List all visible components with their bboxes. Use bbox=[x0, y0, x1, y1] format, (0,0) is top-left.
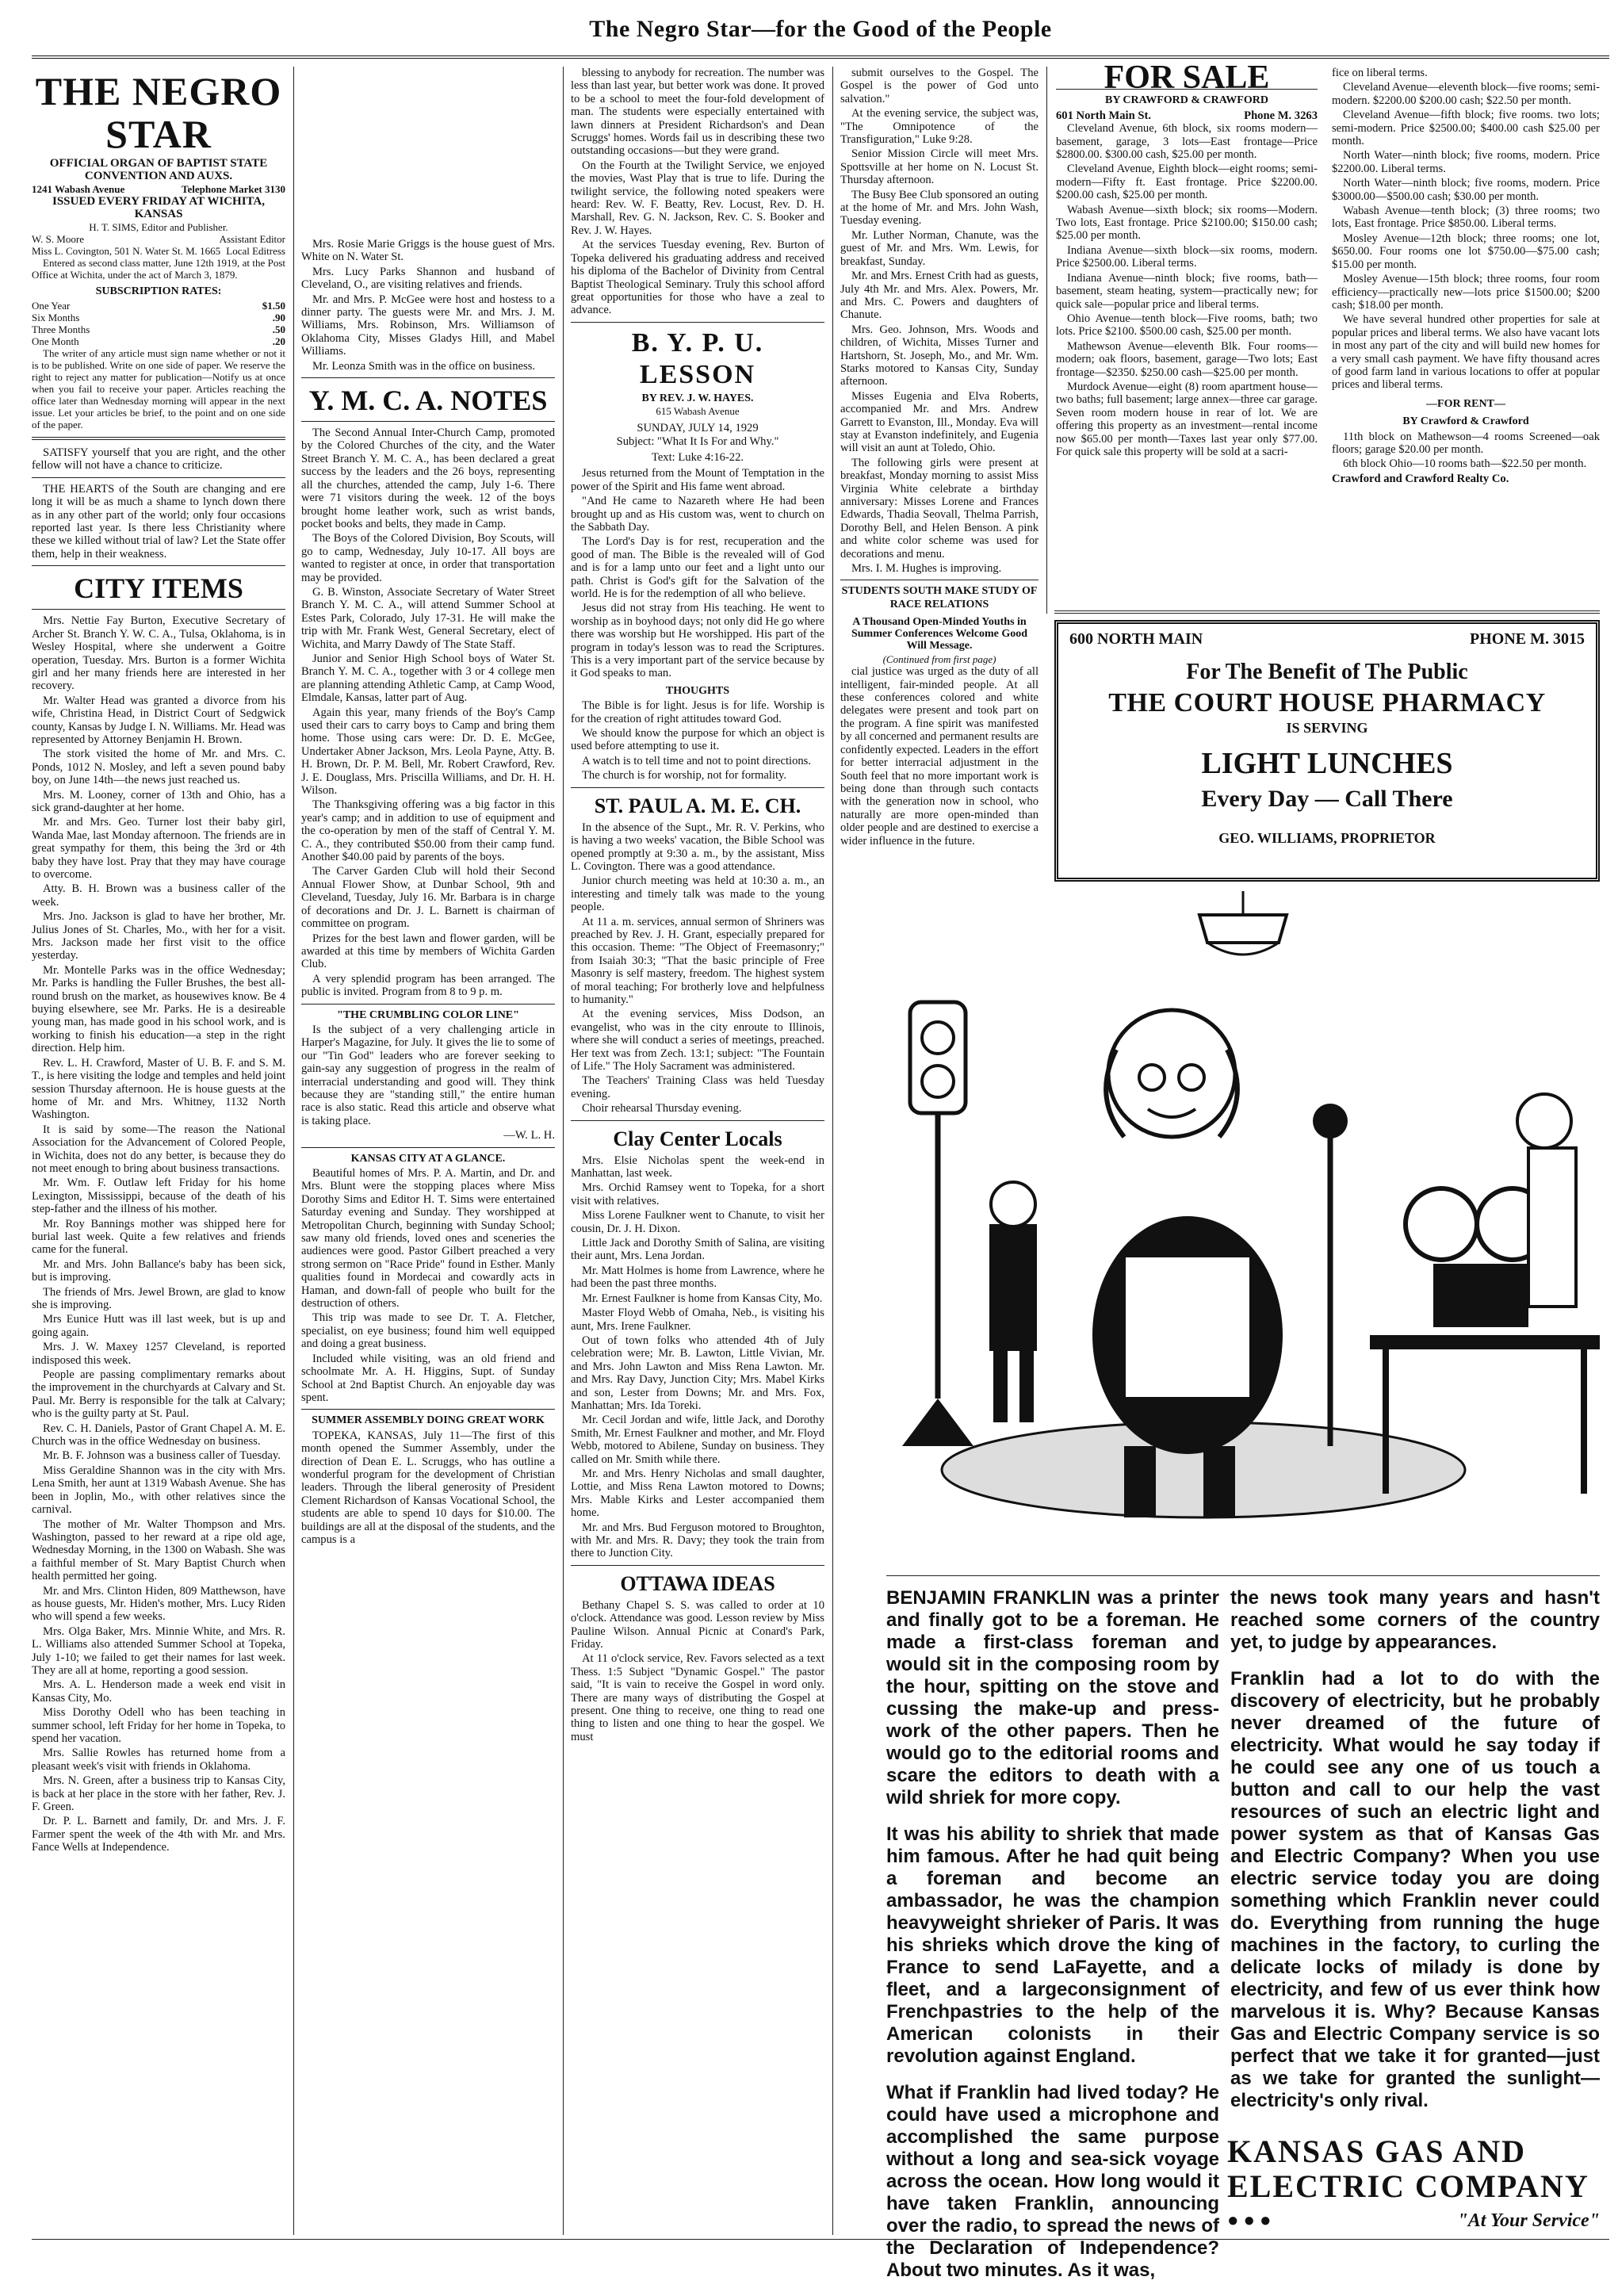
sale-listing: Indiana Avenue—sixth block—six rooms, modern. Price $2500.00. Liberal terms. bbox=[1056, 243, 1318, 270]
for-sale-agent: BY CRAWFORD & CRAWFORD bbox=[1105, 94, 1268, 107]
rate-price: .20 bbox=[272, 335, 285, 348]
divider bbox=[571, 322, 824, 323]
divider bbox=[301, 377, 555, 378]
ad-right-text bbox=[1230, 1587, 1600, 2112]
for-sale-heading: FOR SALE bbox=[1104, 59, 1270, 96]
pharmacy-ad bbox=[1054, 620, 1600, 882]
ad-left-text bbox=[886, 1587, 1219, 2282]
city-item: Mrs. Sallie Rowles has returned home from a pleasant week's visit with friends in Oklahoma. bbox=[32, 1747, 285, 1773]
bypu-para: "And He came to Nazareth where He had been brought up and as His custom was, went to church on the Sabbath Day. bbox=[571, 495, 824, 534]
students-continued: (Continued from first page) bbox=[882, 653, 996, 666]
divider bbox=[32, 437, 285, 440]
entered-notice: Entered as second class matter, June 12th 1919, at the Post Office at Wichita, under the act of March 3, 1879. bbox=[32, 256, 285, 281]
ottawa-more-item: Mrs. Geo. Johnson, Mrs. Woods and children, of Wichita, Misses Turner and Hartshorn, St. Joseph, Mo., and Mr. Wm. Starks motored to Kansas City, Sunday afternoon. bbox=[840, 323, 1039, 388]
ottawa-more-item: Senior Mission Circle will meet Mrs. Spottsville at her home on N. Locust St. Thursday afternoon. bbox=[840, 147, 1039, 187]
ymca-item: G. B. Winston, Associate Secretary of Water Street Branch Y. M. C. A., will attend Summer School at Estes Park, Colorado, July 17-31. He will make the trip with Mr. Frank West, General Secretary, elect of Wichita, and Marry Dawdy of The State Staff. bbox=[301, 585, 555, 651]
city-item: Dr. P. L. Barnett and family, Dr. and Mrs. J. F. Farmer spent the week of the 4th with Mr. and Mrs. Fance Wells at Independence. bbox=[32, 1815, 285, 1854]
sale-listing: Murdock Avenue—eight (8) room apartment house—two baths; full basement; large annex—three car garage. Seven room modern house in rear of lot. We are offering this property as an investment—rental income now $65.00 per month—Taxes last year only $77.00. For quick sale this property will be sold at a sacri- bbox=[1056, 380, 1318, 458]
for-sale-ad-cont bbox=[1332, 67, 1600, 614]
kansas-city-item: Included while visiting, was an old friend and schoolmate Mr. A. H. Higgins, Supt. of Sunday School at 2nd Baptist Church. An enjoyable day was spent. bbox=[301, 1352, 555, 1404]
clay-center-items bbox=[571, 1154, 824, 1560]
rate-row bbox=[32, 300, 285, 312]
column-rule bbox=[1046, 67, 1047, 614]
column-2 bbox=[301, 67, 555, 2235]
divider bbox=[571, 1120, 824, 1121]
evening-service: At the evening service, the subject was, "The Omnipotence of the Transfiguration," Luke 9:28. bbox=[840, 107, 1039, 147]
ottawa-more-item: Mrs. I. M. Hughes is improving. bbox=[851, 562, 1002, 576]
bypu-date: SUNDAY, JULY 14, 1929 bbox=[637, 422, 759, 435]
sale-listing: North Water—ninth block; five rooms, modern. Price $2200.00. Liberal terms. bbox=[1332, 149, 1600, 175]
telephone: Telephone Market 3130 bbox=[182, 182, 285, 195]
tuesday-para: At the services Tuesday evening, Rev. Burton of Topeka delivered his graduating address and received his diploma of the Bachelor of Divinity from Central Baptist Theological Seminary. Truly this school afford great opportunities for those who have a zeal to advance. bbox=[571, 239, 824, 317]
city-items-heading: CITY ITEMS bbox=[74, 572, 243, 605]
city-item: Rev. L. H. Crawford, Master of U. B. F. and S. M. T., is here visiting the lodge and temples and held joint session Thursday afternoon. He is house guests at the home of Mr. and Mrs. Whitney, 1132 North Washington. bbox=[32, 1056, 285, 1122]
divider bbox=[32, 565, 285, 566]
address: 1241 Wabash Avenue bbox=[32, 182, 125, 195]
st-paul-item: Choir rehearsal Thursday evening. bbox=[582, 1102, 742, 1115]
masthead-title: THE NEGRO STAR bbox=[35, 69, 282, 156]
st-paul-item: Junior church meeting was held at 10:30 a. m., an interesting and timely talk was made to the young people. bbox=[571, 874, 824, 914]
rate-row bbox=[32, 335, 285, 347]
st-paul-item: The Teachers' Training Class was held Tuesday evening. bbox=[571, 1074, 824, 1100]
city-item: Miss Dorothy Odell who has been teaching in summer school, left Friday for her home in Topeka, to spend her vacation. bbox=[32, 1706, 285, 1745]
rate-price: .90 bbox=[272, 312, 285, 324]
rate-term: Six Months bbox=[32, 312, 80, 324]
rate-price: $1.50 bbox=[262, 300, 285, 312]
clay-center-item: Master Floyd Webb of Omaha, Neb., is visiting his aunt, Mrs. Irene Faulkner. bbox=[571, 1307, 824, 1333]
divider bbox=[32, 477, 285, 478]
city-item: Rev. C. H. Daniels, Pastor of Grant Chapel A. M. E. Church was in the office Wednesday on business. bbox=[32, 1422, 285, 1448]
pharmacy-phone: PHONE M. 3015 bbox=[1470, 630, 1585, 648]
rate-term: One Year bbox=[32, 300, 71, 312]
sale-listing: We have several hundred other properties for sale at popular prices and liberal terms. We also have vacant lots in most any part of the city and will build new homes for a very small cash payment. We have fifty thousand acres of good farm land in various locations to offer at popular prices and liberal terms. bbox=[1332, 313, 1600, 392]
clay-center-item: Mr. Matt Holmes is home from Lawrence, where he had been the past three months. bbox=[571, 1264, 824, 1291]
rent-listing: 11th block on Mathewson—4 rooms Screened—oak floors; garage $20.00 per month. bbox=[1332, 430, 1600, 456]
rent-listing: 6th block Ohio—10 rooms bath—$22.50 per month. bbox=[1343, 457, 1587, 471]
clay-center-item: Mr. Ernest Faulkner is home from Kansas City, Mo. bbox=[582, 1292, 823, 1305]
ymca-heading: Y. M. C. A. NOTES bbox=[308, 385, 548, 417]
rate-price: .50 bbox=[272, 323, 285, 336]
city-item: Mrs. Nettie Fay Burton, Executive Secretary of Archer St. Branch Y. W. C. A., Tulsa, Oklahoma, is in Wesley Hospital, where she underwent a Goitre operation, Tuesday. Mrs. Burton is a former Wichita girl and her many friends here are interested in her recovery. bbox=[32, 614, 285, 693]
city-item: Atty. B. H. Brown was a business caller of the week. bbox=[32, 882, 285, 909]
clay-center-item: Miss Lorene Faulkner went to Chanute, to visit her cousin, Dr. J. H. Dixon. bbox=[571, 1209, 824, 1235]
students-article: cial justice was urged as the duty of all intelligent, fair-minded people. At all these conferences colored and white delegates were present and took part on the program. A fine spirit was manifested by all concerned and permanent results are confidently expected. Leaders in the effort for better interracial adjustment in the South feel that no more important work is being done than through such contacts with the generation now in school, who naturally are more open-minded than older people and are destined to exercise a wider influence in the future. bbox=[840, 665, 1039, 848]
ottawa-more-item: Mr. and Mrs. Ernest Crith had as guests, July 4th Mr. and Mrs. Alex. Powers, Mr. and Mrs. C. Powers and daughters of Chanute. bbox=[840, 270, 1039, 322]
clay-center-item: Mrs. Elsie Nicholas spent the week-end in Manhattan, last week. bbox=[571, 1154, 824, 1181]
divider bbox=[32, 609, 285, 610]
sale-listing: Cleveland Avenue, Eighth block—eight rooms; semi-modern—Fifty ft. East frontage. Price $2200.00. $200.00 cash, $25.00 per month. bbox=[1056, 163, 1318, 202]
rate-row bbox=[32, 312, 285, 323]
crumbling-heading: "THE CRUMBLING COLOR LINE" bbox=[337, 1008, 519, 1021]
thoughts-heading: THOUGHTS bbox=[665, 684, 730, 697]
rates-heading: SUBSCRIPTION RATES: bbox=[95, 285, 222, 297]
sale-listing: Wabash Avenue—sixth block; six rooms—Modern. Two lots, East frontage. Price $2100.00; $150.00 cash; $25.00 per month. bbox=[1056, 203, 1318, 243]
column-rule bbox=[293, 67, 294, 2235]
ymca-item: Again this year, many friends of the Boy's Camp used their cars to carry boys to Camp and bring them home. Those using cars were: Dr. D. E. McGee, Undertaker Abner Jackson, Mrs. Leola Payne, Atty. B. H. Brown, Dr. P. M. Bell, Mr. Robert Crawford, Rev. J. E. Douglass, Mrs. Priscilla Williams, and Dr. H. H. Wilson. bbox=[301, 706, 555, 798]
sale-listing: Mosley Avenue—15th block; three rooms, four room efficiency—practically new—lots price $1500.00; $200 cash; $18.00 per month. bbox=[1332, 273, 1600, 312]
hearts-para: THE HEARTS of the South are changing and ere long it will be as much a shame to lynch down there as in any other part of the world; only four occasions reported last year. Is there less Christianity where these we killed without trial of law? Let the State offer them, help in their weakness. bbox=[32, 482, 285, 561]
fourth-para: On the Fourth at the Twilight Service, we enjoyed the movies, Wast Play that is true to life. During the twilight service, the following noted speakers were heard: Rev. W. F. Beatty, Rev. Locust, Rev. D. H. Marshall, Rev. G. N. Jackson, Rev. C. S. Booker and Rev. J. W. Hayes. bbox=[571, 159, 824, 237]
ottawa-item: At 11 o'clock service, Rev. Favors selected as a text Thess. 1:5 Subject "Dynamic Gospel." The pastor said, "It is vain to receive the Gospel in word only. There are many ways of distributing the Gospel at present. One thing to receive, one thing to read one thing to listen and one thing to hear the gospel. We must bbox=[571, 1652, 824, 1743]
rates-list bbox=[32, 300, 285, 347]
ottawa-cont: submit ourselves to the Gospel. The Gospel is the power of God unto salvation." bbox=[840, 67, 1039, 105]
city-item: Mr. and Mrs. John Ballance's baby has been sick, but is improving. bbox=[32, 1257, 285, 1284]
sale-listing: Ohio Avenue—tenth block—Five rooms, bath; two lots. Price $2100. $500.00 cash, $25.00 per month. bbox=[1056, 312, 1318, 339]
personal-item: Mr. and Mrs. P. McGee were host and hostess to a dinner party. The guests were Mr. and Mrs. J. M. Williams, Mrs. Robinson, Mrs. Williamson of Oklahoma City, Misses Gladys Hill, and Mabel Williams. bbox=[301, 293, 555, 358]
ad-paragraph: BENJAMIN FRANKLIN was a printer and finally got to be a foreman. He made a first-class foreman and would sit in the composing room by the hour, spitting on the stove and cussing the make-up and press-work of the other papers. Then he would go to the editorial rooms and scare the editors to death with a wild shriek for more copy. bbox=[886, 1587, 1219, 1808]
asst-editor-row bbox=[32, 233, 285, 245]
city-item: The mother of Mr. Walter Thompson and Mrs. Washington, passed to her reward at a ripe old age, Wednesday Morning, in the 1300 on Wabash. She was a faithful member of St. Mary Baptist Church when health permitted her going. bbox=[32, 1517, 285, 1583]
personal-items bbox=[301, 238, 555, 373]
personal-item: Mrs. Rosie Marie Griggs is the house guest of Mrs. White on N. Water St. bbox=[301, 238, 555, 264]
for-rent-agent: BY Crawford & Crawford bbox=[1402, 415, 1529, 428]
issued-line: ISSUED EVERY FRIDAY AT WICHITA, KANSAS bbox=[52, 194, 265, 221]
rate-row bbox=[32, 323, 285, 335]
city-item: Mrs. Jno. Jackson is glad to have her brother, Mr. Julius Jones of St. Charles, Mo., with her for a visit. Mrs. Jackson made her first visit to the office yesterday. bbox=[32, 910, 285, 962]
ottawa-more-item: Mr. Luther Norman, Chanute, was the guest of Mr. and Mrs. Wm. Lewis, for breakfast, Sunday. bbox=[840, 228, 1039, 268]
ymca-item: The Second Annual Inter-Church Camp, promoted by the Colored Churches of the city, and the Water Street Branch Y. M. C. A., has been declared a great success by the leaders and the 26 boys, representing all the churches, attended the camp, July 1-6. There were 71 visitors during the week. 12 of the boys brought home leather work, such as wrist bands, pocket books and belts, they made in Camp. bbox=[301, 427, 555, 530]
city-item: Mr. Roy Bannings mother was shipped here for burial last week. Quite a few relatives and friends came for the funeral. bbox=[32, 1217, 285, 1257]
city-item: Mr. Montelle Parks was in the office Wednesday; Mr. Parks is handling the Fuller Brushes, the best all-round brush on the market, as housewives know. Be 4 buying elsewhere, see Mr. Parks. He is a desireable young man, has made good in his school work, and is working to finish his education—a step in the right direction. Help him. bbox=[32, 963, 285, 1055]
bottom-rule bbox=[32, 2239, 1609, 2240]
ad-paragraph: What if Franklin had lived today? He could have used a microphone and accomplished the same purpose without a long and sea-sick voyage across the ocean. How long would it have taken Franklin, announcing over the radio, to spread the news of the Declaration of Independence? About two minutes. As it was, bbox=[886, 2082, 1219, 2281]
city-item: Mr. and Mrs. Clinton Hiden, 809 Matthewson, have as house guests, Mr. Hiden's mother, Mrs. Lucy Riden who will spend a few weeks. bbox=[32, 1584, 285, 1624]
crumbling-article: Is the subject of a very challenging article in Harper's Magazine, for July. It gives the lie to some of our "Tin God" leaders who are forever seeking to gain-say any suggestion of progress in the realm of interracial understanding and good will. They think because they are "standing still," the entire human race is also static. Read this article and observe what is taking place. bbox=[301, 1023, 555, 1127]
clay-center-heading: Clay Center Locals bbox=[613, 1127, 782, 1150]
clay-center-item: Mr. Cecil Jordan and wife, little Jack, and Dorothy Smith, Mr. Ernest Faulkner and mother, and Mr. Floyd Webb, motored to Abilene, Sunday on business. They called on Mr. Smith while there. bbox=[571, 1414, 824, 1466]
kansas-city-items bbox=[301, 1167, 555, 1404]
asst-editor-role: Assistant Editor bbox=[219, 232, 285, 245]
city-item: Mrs. A. L. Henderson made a week end visit in Kansas City, Mo. bbox=[32, 1678, 285, 1705]
for-sale-ad bbox=[1056, 59, 1318, 614]
clay-center-item: Mr. and Mrs. Henry Nicholas and small daughter, Lottie, and Miss Rena Lawton motored to Downs; Mrs. Mable Kirks and Lester accompanied them home. bbox=[571, 1467, 824, 1520]
st-paul-item: In the absence of the Supt., Mr. R. V. Perkins, who is having a two weeks' vacation, the Bible School was opened promptly at 9:30 a. m., by the assistant, Miss L. Covington. There was a good attendance. bbox=[571, 821, 824, 873]
ad-left-column bbox=[886, 1587, 1219, 2296]
city-item: Mrs Eunice Hutt was ill last week, but is up and going again. bbox=[32, 1313, 285, 1339]
pharmacy-proprietor: GEO. WILLIAMS, PROPRIETOR bbox=[1218, 830, 1436, 846]
bypu-heading: B. Y. P. U. LESSON bbox=[631, 327, 764, 389]
ottawa-item: Bethany Chapel S. S. was called to order at 10 o'clock. Attendance was good. Lesson review by Miss Pauline Wilson. Annual Picnic at Conard's Park, Friday. bbox=[571, 1598, 824, 1651]
company-signature bbox=[1227, 2134, 1600, 2232]
official-organ: OFFICIAL ORGAN OF BAPTIST STATE CONVENTION AND AUXS. bbox=[49, 157, 268, 183]
rate-term: Three Months bbox=[32, 323, 90, 336]
divider bbox=[301, 421, 555, 422]
city-item: It is said by some—The reason the National Association for the Advancement of Colored People, in Wichita, does not do any better, is because they do not meet enough to bring about business transactions. bbox=[32, 1123, 285, 1175]
column-1 bbox=[32, 67, 285, 2235]
clay-center-item: Little Jack and Dorothy Smith of Salina, are visiting their aunt, Mrs. Lena Jordan. bbox=[571, 1237, 824, 1263]
column-4 bbox=[840, 67, 1039, 848]
summer-cont: blessing to anybody for recreation. The number was less than last year, but better work was done. It proved to be a school to meet the four-fold development of man. The students were especially entertained with lawn dinners at President Richardson's and Dean Scruggs' homes. Words fail us in describing these two outstanding occasions—but they were grand. bbox=[571, 67, 824, 158]
ymca-item: The Thanksgiving offering was a big factor in this year's camp; and in addition to use of equipment and the co-operation by men of the staff of Central Y. M. C. A., they contributed $50.00 from their camp fund. Another $40.00 paid by parents of the boys. bbox=[301, 798, 555, 864]
column-3 bbox=[571, 67, 824, 2235]
st-paul-items bbox=[571, 821, 824, 1115]
editor-line: H. T. SIMS, Editor and Publisher. bbox=[89, 220, 228, 233]
column-rule bbox=[832, 67, 833, 2235]
thoughts-list bbox=[571, 699, 824, 782]
city-item: Mr. Walter Head was granted a divorce from his wife, Christina Head, in District Court of Sedgwick county, Kansas by Judge I. N. Williams. Mr. Head was represented by Attorney Benjamin H. Brown. bbox=[32, 694, 285, 746]
city-item: Mr. and Mrs. Geo. Turner lost their baby girl, Wanda Mae, last Monday afternoon. The friends are in great sympathy for them, this being the 3rd or 4th baby they have lost. Pray that they may have courage to overcome. bbox=[32, 816, 285, 881]
ottawa-more-item: Misses Eugenia and Elva Roberts, accompanied Mr. and Mrs. Andrew Garrett to Evanston, Ill., Monday. Eva will stay at Evanston indefinitely, and Eugenia will visit an aunt at Toledo, Ohio. bbox=[840, 389, 1039, 455]
city-item: People are passing complimentary remarks about the improvement in the churchyards at Calvary and St. Paul. Mr. Berry is responsible for the talk at Calvary; who is the guilty party at St. Paul. bbox=[32, 1368, 285, 1421]
summer-assembly-article: TOPEKA, KANSAS, July 11—The first of this month opened the Summer Assembly, under the direction of Dean E. L. Scruggs, who has outline a wonderful program for the development of Christian leaders. Through the liberal generosity of President Clement Richardson of Kansas Vocational School, the students are able to spend 10 days for $10.00. The buildings are all at the disposal of the students, and the campus is a bbox=[301, 1429, 555, 1546]
for-rent-listings bbox=[1332, 430, 1600, 471]
st-paul-item: At 11 a. m. services, annual sermon of Shriners was preached by Rev. J. H. Grant, especially prepared for this occasion. Theme: "The Object of Freemasonry;" from Isaiah 30:3; "That the basic principle of Free Masonry is self mastery, freedom. The highest system of moral teaching; For brotherly love and helpfulness to humanity." bbox=[571, 915, 824, 1006]
thought-item: The Bible is for light. Jesus is for life. Worship is for the creation of right attitudes toward God. bbox=[571, 699, 824, 725]
ottawa-more-items bbox=[840, 147, 1039, 575]
students-heading: STUDENTS SOUTH MAKE STUDY OF RACE RELATIONS bbox=[841, 585, 1038, 610]
column-rule bbox=[563, 67, 564, 2235]
thought-item: A watch is to tell time and not to point directions. bbox=[582, 754, 811, 767]
writer-notice: The writer of any article must sign name whether or not it is to be published. Write on one side of paper. We reserve the right to reject any matter for publication—Notify us at once when you fail to receive your paper. Articles reaching the office later than Wednesday morning will appear in the next issue. Let your articles be brief, to the point and on one side of the paper. bbox=[32, 347, 285, 431]
local-editress-row bbox=[32, 245, 285, 257]
city-item: Mrs. J. W. Maxey 1257 Cleveland, is reported indisposed this week. bbox=[32, 1341, 285, 1367]
sale-listing: Indiana Avenue—ninth block; five rooms, bath—basement, steam heating, system—practically new; for quick sale—popular price and liberal terms. bbox=[1056, 271, 1318, 311]
divider bbox=[1054, 610, 1600, 614]
top-rule bbox=[32, 55, 1609, 59]
thought-item: We should know the purpose for which an object is used before attempting to use it. bbox=[571, 727, 824, 753]
asst-editor-name: W. S. Moore bbox=[32, 232, 84, 245]
kansas-city-heading: KANSAS CITY AT A GLANCE. bbox=[350, 1152, 506, 1165]
summer-assembly-heading: SUMMER ASSEMBLY DOING GREAT WORK bbox=[312, 1414, 545, 1427]
divider bbox=[571, 1565, 824, 1566]
for-rent-heading: —FOR RENT— bbox=[1426, 397, 1505, 410]
sale-listing: Mathewson Avenue—eleventh Blk. Four rooms—modern; oak floors, basement, garage—Two lots; East frontage—$2350. $250.00 cash—$25.00 per month. bbox=[1056, 339, 1318, 379]
sale-listing: Cleveland Avenue—fifth block; five rooms. two lots; semi-modern. Price $2500.00; $400.00 cash $25.00 per month. bbox=[1332, 109, 1600, 148]
ad-paragraph: Franklin had a lot to do with the discovery of electricity, but he probably never dreamed of the future of electricity. What would he say today if he could see any one of us touch a button and call to our help the vast resources of such an electric light and power system as that of Kansas Gas and Electric Company? When you use electric service today you are doing something which Franklin never could do. Everything from running the huge machines in the factory, to curling the delicate locks of milady is done by electricity, and few of us ever think how marvelous it is. Why? Because Kansas Gas and Electric Company service is so perfect that we take it for granted—just as we take for granted the sunlight—electricity's only rival. bbox=[1230, 1668, 1600, 2111]
for-sale-phone: Phone M. 3263 bbox=[1244, 109, 1318, 122]
students-subhead: A Thousand Open-Minded Youths in Summer Conferences Welcome Good Will Message. bbox=[851, 616, 1028, 652]
thought-item: The church is for worship, not for formality. bbox=[582, 769, 787, 783]
city-item: The stork visited the home of Mr. and Mrs. C. Ponds, 1012 N. Mosley, and left a seven pound baby boy, on June 14th—the news just reached us. bbox=[32, 748, 285, 787]
satisfy-para: SATISFY yourself that you are right, and the other fellow will not have a chance to criticize. bbox=[32, 446, 285, 473]
ymca-item: A very splendid program has been arranged. The public is invited. Program from 8 to 9 p. m. bbox=[301, 972, 555, 999]
pharmacy-line-3: IS SERVING bbox=[1286, 720, 1368, 736]
city-item: The friends of Mrs. Jewel Brown, are glad to know she is improving. bbox=[32, 1285, 285, 1311]
pharmacy-name: THE COURT HOUSE PHARMACY bbox=[1108, 688, 1546, 718]
bullet-dots: ● ● ● bbox=[1227, 2210, 1272, 2231]
bypu-subject: Subject: "What It Is For and Why." bbox=[616, 434, 779, 448]
running-head: The Negro Star—for the Good of the People bbox=[589, 16, 1052, 42]
clay-center-item: Mrs. Orchid Ramsey went to Topeka, for a short visit with relatives. bbox=[571, 1181, 824, 1207]
local-editress-role: Local Editress bbox=[226, 244, 285, 257]
franklin-illustration bbox=[886, 891, 1600, 1569]
realty-signature: Crawford and Crawford Realty Co. bbox=[1332, 472, 1509, 485]
ad-right-column bbox=[1230, 1587, 1600, 2126]
company-name: KANSAS GAS AND ELECTRIC COMPANY bbox=[1227, 2133, 1589, 2204]
divider bbox=[886, 1575, 1600, 1576]
divider bbox=[301, 1409, 555, 1410]
local-editress-name: Miss L. Covington, 501 N. Water St. M. 1665 bbox=[32, 244, 221, 257]
slogan-row bbox=[1227, 2210, 1600, 2232]
for-sale-address-row bbox=[1056, 109, 1318, 122]
kansas-city-item: This trip was made to see Dr. T. A. Fletcher, specialist, on eye business; found him well equipped and doing a great business. bbox=[301, 1311, 555, 1351]
st-paul-item: At the evening services, Miss Dodson, an evangelist, who was in the city enroute to Illinois, where she will conduct a series of meetings, preached. Her text was from Zech. 13:1; subject: "The Fountain of Life." The Holy Sacrament was administered. bbox=[571, 1008, 824, 1073]
city-item: Mr. B. F. Johnson was a business caller of Tuesday. bbox=[43, 1449, 281, 1463]
ad-paragraph: It was his ability to shriek that made him famous. After he had quit being a foreman and become an ambassador, he was the champion heavyweight shrieker of Paris. It was his shrieks which drove the king of France to send LaFayette, and a fleet, and a largeconsignment of Frenchpastries to the help of the American colonists in their revolution against England. bbox=[886, 1823, 1219, 2067]
divider bbox=[301, 1147, 555, 1148]
personal-item: Mr. Leonza Smith was in the office on business. bbox=[312, 359, 536, 373]
pharmacy-top-row bbox=[1069, 630, 1585, 649]
pharmacy-line-1: For The Benefit of The Public bbox=[1186, 660, 1468, 684]
city-items-list bbox=[32, 614, 285, 1854]
city-item: Mrs. M. Looney, corner of 13th and Ohio, has a sick grand-daughter at her home. bbox=[32, 788, 285, 814]
bypu-para: The Lord's Day is for rest, recuperation and the good of man. The Bible is the revealed will of God and is for a lamp unto our feet and a light unto our path. Christ is God's gift for the Salvation of the world. He is for the redemption of all who believe. bbox=[571, 535, 824, 600]
pharmacy-address: 600 NORTH MAIN bbox=[1069, 630, 1203, 648]
ymca-item: Junior and Senior High School boys of Water St. Branch Y. M. C. A., together with 3 or 4 college men are planning attending Athletic Camp, at Camp Wood, Elmdale, Kansas, latter part of Aug. bbox=[301, 652, 555, 705]
bypu-para: Jesus returned from the Mount of Temptation in the power of the Spirit and His fame went abroad. bbox=[571, 467, 824, 493]
for-sale-listings bbox=[1056, 122, 1318, 458]
city-item: Mr. Wm. F. Outlaw left Friday for his home Lexington, Mississippi, because of the death of his step-father and the illness of his mother. bbox=[32, 1177, 285, 1216]
clay-center-item: Out of town folks who attended 4th of July celebration were; Mr. B. Lawton, Little Vivian, Mr. and Mrs. John Lawton and Miss Rena Lawton. Mr. and Mrs. Ray Davy, Junction City; Mrs. Mabel Kirks and son, Lester from Downs; Mr. and Mrs. Fox, Manhattan; Mrs. Ida Toreki. bbox=[571, 1334, 824, 1412]
for-sale-cont: fice on liberal terms. bbox=[1332, 67, 1428, 79]
ymca-notes bbox=[301, 427, 555, 998]
bypu-text: Text: Luke 4:16-22. bbox=[651, 450, 744, 464]
ottawa-items bbox=[571, 1599, 824, 1743]
crumbling-signature: —W. L. H. bbox=[503, 1129, 555, 1142]
ymca-item: The Carver Garden Club will hold their Second Annual Flower Show, at Dunbar School, 9th and Cleveland, Tuesday, July 16. Mr. Barbara is in charge of decorations and Dr. J. L. Barnett is chairman of committee on program. bbox=[301, 865, 555, 931]
ymca-item: Prizes for the best lawn and flower garden, will be awarded at this time by members of Wichita Garden Club. bbox=[301, 932, 555, 971]
kansas-city-item: Beautiful homes of Mrs. P. A. Martin, and Dr. and Mrs. Blunt were the stopping places where Miss Dorothy Sims and Editor H. T. Sims were entertained Saturday evening and Sunday. They worshipped at Metropolitan Church, beginning with Sunday School; saw many old friends, loved ones and sceneries the audiences were good. Pastor Gilbert preached a very strong sermon on "Race Pride" found in Esther. Manly qualities found in Mordecai and cowardly acts in Haman, and down-fall of people who built for the destruction of others. bbox=[301, 1167, 555, 1311]
address-row bbox=[32, 183, 285, 195]
slogan: "At Your Service" bbox=[1457, 2210, 1600, 2231]
pharmacy-every-day: Every Day — Call There bbox=[1201, 786, 1453, 812]
for-sale-address: 601 North Main St. bbox=[1056, 109, 1151, 122]
sale-listing: North Water—ninth block; five rooms, modern. Price $3000.00—$500.00 cash; $30.00 per month. bbox=[1332, 177, 1600, 203]
city-item: Mrs. N. Green, after a business trip to Kansas City, is back at her place in the store with her father, Rev. J. F. Green. bbox=[32, 1774, 285, 1814]
pharmacy-lunches: LIGHT LUNCHES bbox=[1201, 747, 1453, 780]
city-item: Miss Geraldine Shannon was in the city with Mrs. Lena Smith, her aunt at 1319 Wabash Avenue. She has been in Joplin, Mo., with other relatives since the carnival. bbox=[32, 1464, 285, 1517]
ottawa-more-item: The following girls were present at breakfast, Monday morning to assist Miss Virginia White celebrate a birthday anniversary: Misses Lorene and Frances Edwards, Thadia Seovall, Thelma Parrish, Dorothy Bell, and Helen Benson. A pink and white color scheme was used for decorations and menu. bbox=[840, 456, 1039, 561]
ottawa-heading: OTTAWA IDEAS bbox=[620, 1571, 775, 1595]
bypu-address: 615 Wabash Avenue bbox=[656, 405, 740, 418]
sale-listing: Cleveland Avenue, 6th block, six rooms modern—basement, garage, 3 lots—East frontage—Price $2800.00. $300.00 cash, $25.00 per month. bbox=[1056, 122, 1318, 162]
sale-listing: Mosley Avenue—12th block; three rooms; one lot, $650.00. Four rooms one lot $750.00—$75.00 cash; $15.00 per month. bbox=[1332, 232, 1600, 271]
for-sale-listings-more bbox=[1332, 81, 1600, 391]
ymca-item: The Boys of the Colored Division, Boy Scouts, will go to camp, Wednesday, July 10-17. All boys are wanted to register at once, in order that transportation may be provided. bbox=[301, 532, 555, 584]
sale-listing: Wabash Avenue—tenth block; (3) three rooms; two lots, East frontage. Price $850.00. Liberal terms. bbox=[1332, 205, 1600, 231]
personal-item: Mrs. Lucy Parks Shannon and husband of Cleveland, O., are visiting relatives and friends. bbox=[301, 265, 555, 292]
city-item: Mrs. Olga Baker, Mrs. Minnie White, and Mrs. R. L. Williams also attended Summer School at Topeka, July 1-10; we failed to get their names for last week. They are all at home, reporting a good session. bbox=[32, 1624, 285, 1677]
ottawa-more-item: The Busy Bee Club sponsored an outing at the home of Mr. and Mrs. John Wash, Tuesday evening. bbox=[840, 188, 1039, 228]
bypu-para: Jesus did not stray from His teaching. He went to worship as in boyhood days; not only did He go where there was worship but He worshipped. His part of the program in today's lesson was to read the Scriptures. This is a very important part of the service because by it God speaks to man. bbox=[571, 602, 824, 680]
divider bbox=[571, 787, 824, 788]
ad-paragraph: the news took many years and hasn't reached some corners of the country yet, to judge by appearances. bbox=[1230, 1587, 1600, 1653]
newspaper-page bbox=[32, 10, 1609, 2281]
bypu-author: BY REV. J. W. HAYES. bbox=[641, 392, 754, 404]
bypu-lesson bbox=[571, 467, 824, 680]
sale-listing: Cleveland Avenue—eleventh block—five rooms; semi-modern. $2200.00 $200.00 cash; $22.50 per month. bbox=[1332, 81, 1600, 107]
st-paul-heading: ST. PAUL A. M. E. CH. bbox=[594, 794, 801, 817]
rate-term: One Month bbox=[32, 335, 79, 348]
clay-center-item: Mr. and Mrs. Bud Ferguson motored to Broughton, with Mr. and Mrs. R. Davy; they took the train from there to Junction City. bbox=[571, 1521, 824, 1560]
